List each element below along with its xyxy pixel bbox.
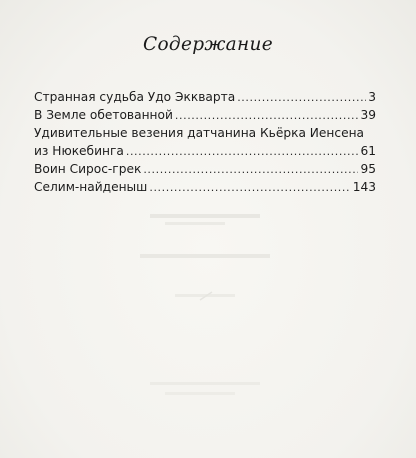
dot-leader <box>143 161 358 179</box>
toc-entry-title-line1: Удивительные везения датчанина Кьёрка Иенсена <box>34 126 365 140</box>
toc-entry-title: Селим-найденыш <box>34 180 148 194</box>
toc-entry-page: 61 <box>360 144 376 158</box>
toc-entry <box>34 178 376 196</box>
toc-entry <box>34 106 376 124</box>
toc-entry-title: Странная судьба Удо Эккварта <box>34 90 236 104</box>
dot-leader <box>149 179 350 197</box>
toc-entry-page: 3 <box>368 90 376 104</box>
toc-entry <box>34 160 376 178</box>
toc-entry-title: В Земле обетованной <box>34 108 173 122</box>
toc-entry-page: 39 <box>360 108 376 122</box>
dot-leader <box>237 89 366 107</box>
toc-entry-title: Воин Сирос-грек <box>34 162 142 176</box>
toc-entry-page: 143 <box>352 180 376 194</box>
toc-entry <box>34 88 376 106</box>
toc-entry-title-line2: из Нюкебинга <box>34 144 124 158</box>
table-of-contents <box>34 88 376 196</box>
dot-leader <box>175 107 359 125</box>
dot-leader <box>126 143 359 161</box>
toc-entry-page: 95 <box>360 162 376 176</box>
page-title: Содержание <box>143 34 273 55</box>
toc-entry <box>34 124 376 160</box>
